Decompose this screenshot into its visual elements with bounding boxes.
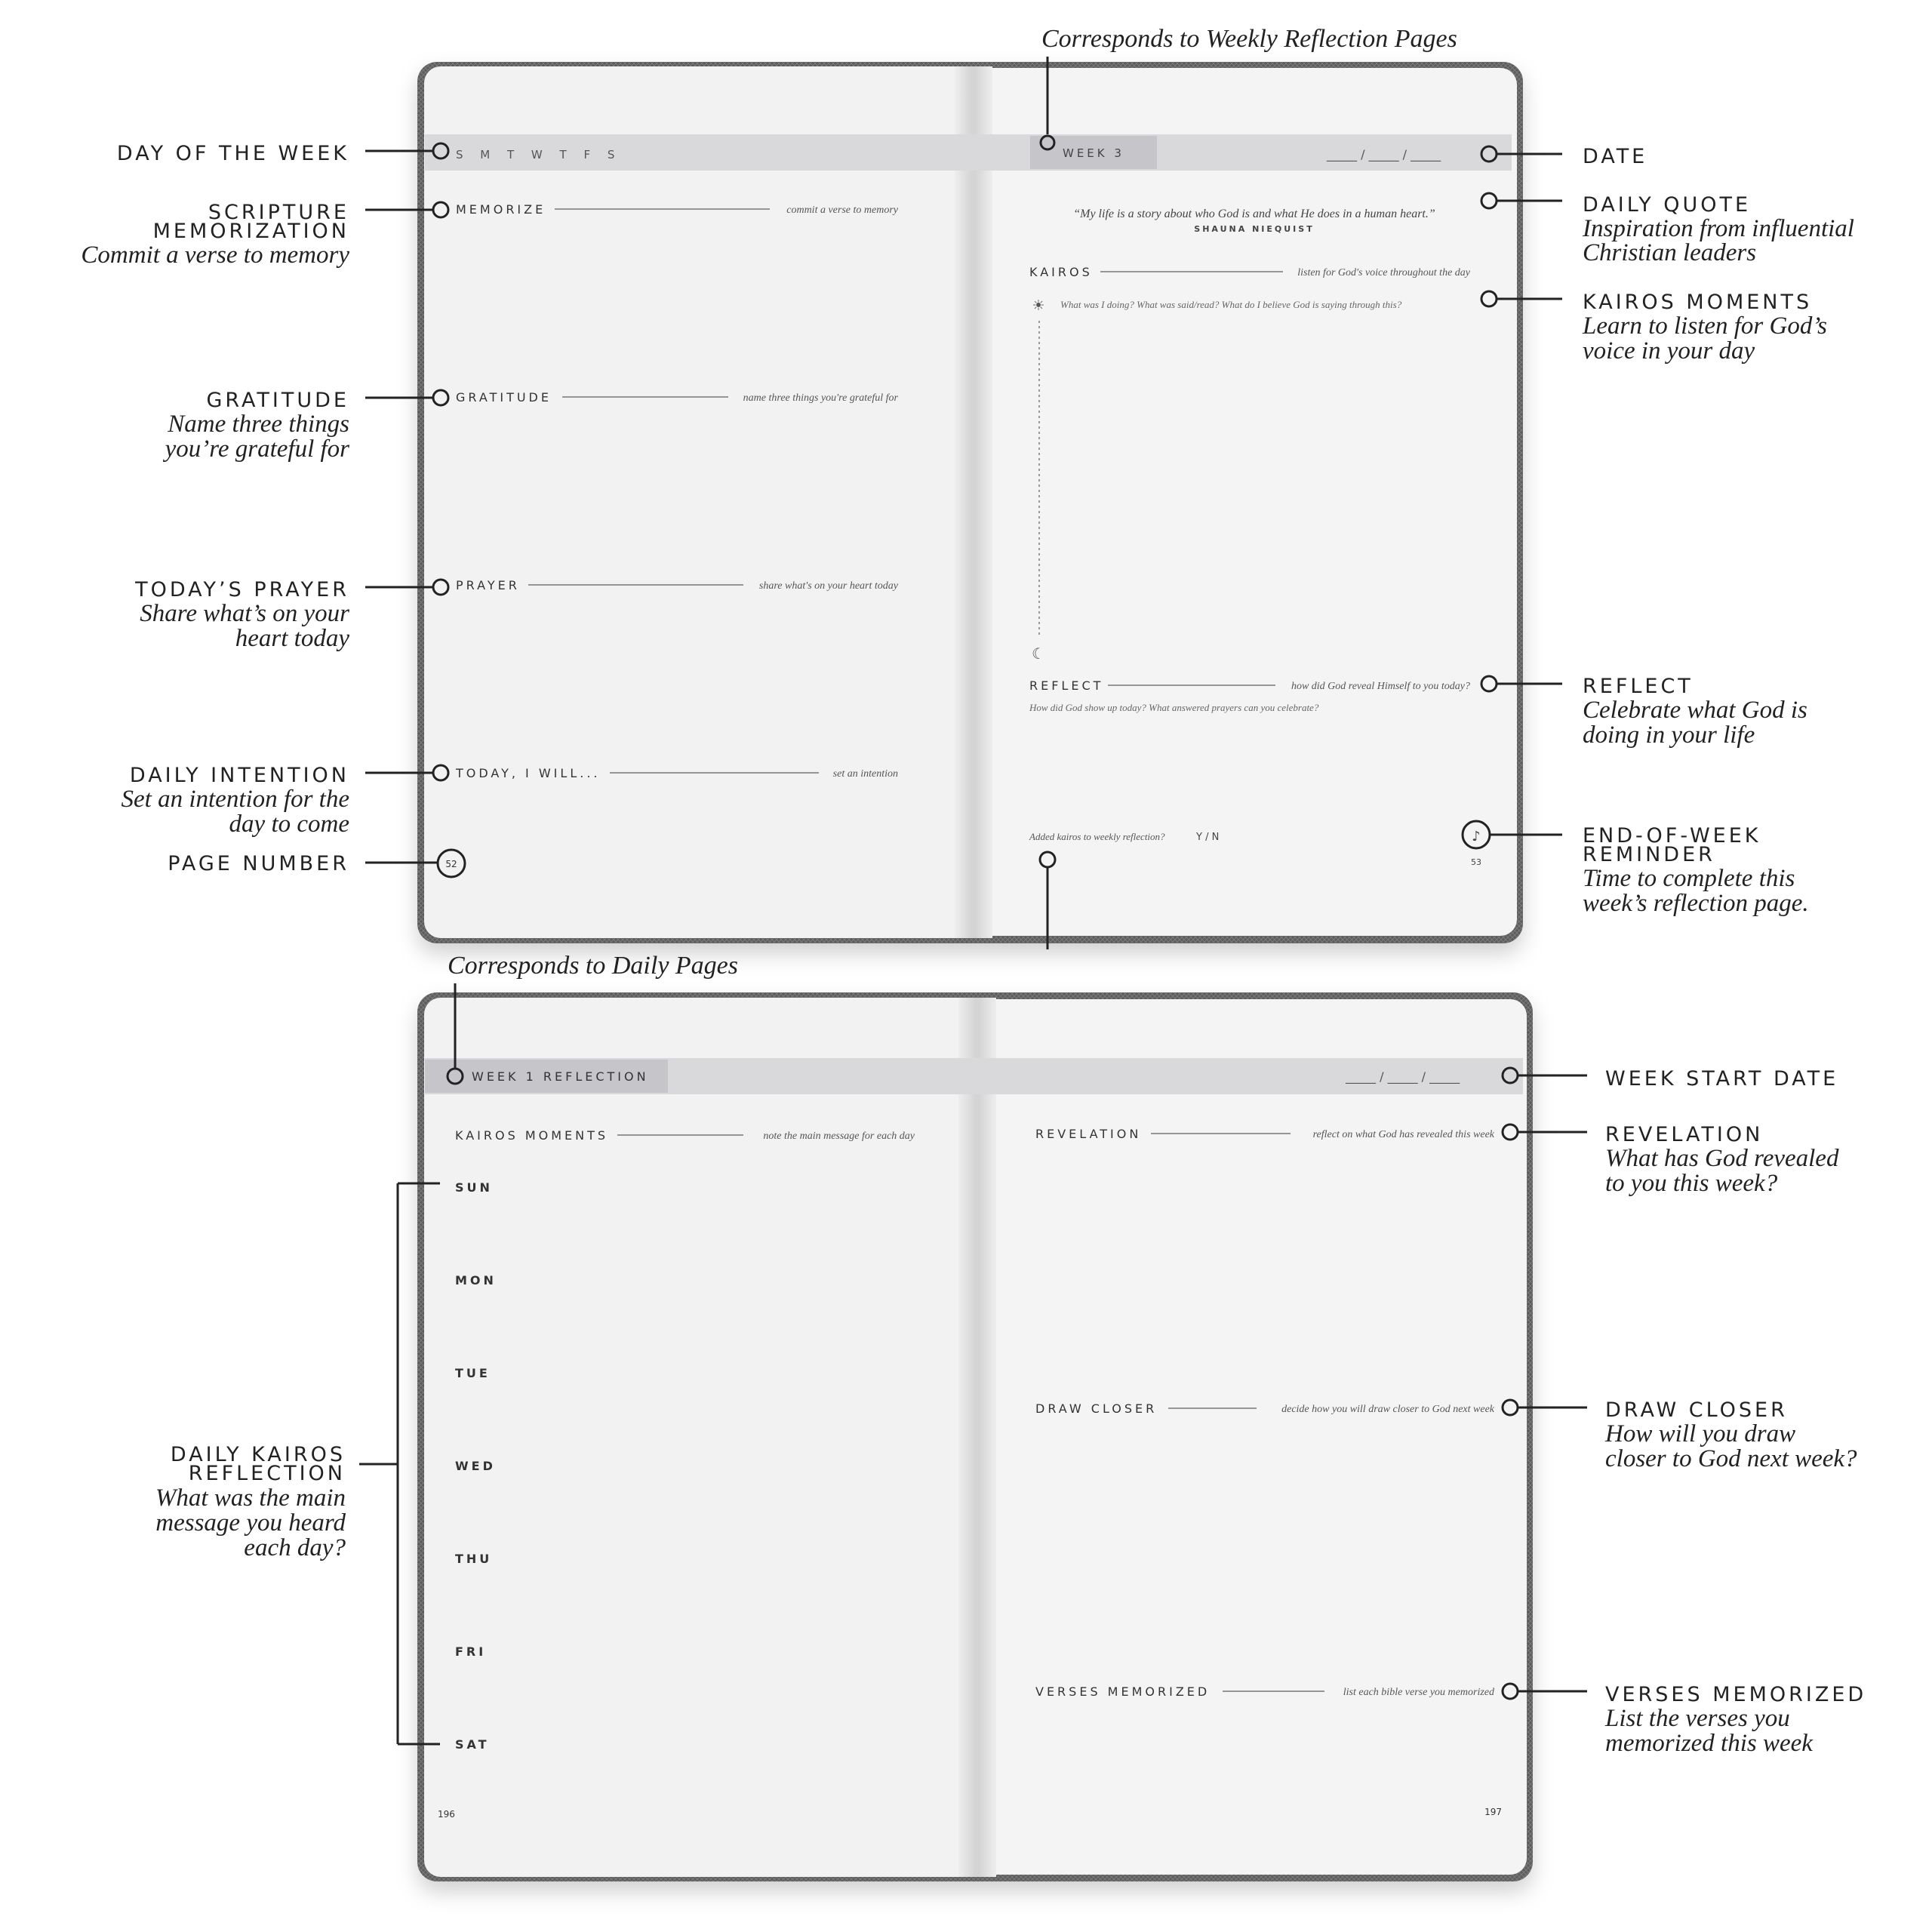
callout-title: REMINDER xyxy=(1583,843,1715,866)
callout-desc: week’s reflection page. xyxy=(1583,890,1809,917)
callout-desc: heart today xyxy=(235,625,349,652)
week-label: WEEK 3 xyxy=(1063,146,1124,160)
callout-desc: What was the main xyxy=(155,1484,346,1512)
verses-memorized-label: VERSES MEMORIZED xyxy=(1035,1684,1211,1699)
top-left-page xyxy=(424,66,974,938)
callout-desc: Christian leaders xyxy=(1583,239,1757,266)
callout-desc: Commit a verse to memory xyxy=(81,242,349,269)
row-hint: set an intention xyxy=(832,768,898,780)
callout-desc: How will you draw xyxy=(1605,1420,1796,1447)
callout-title: VERSES MEMORIZED xyxy=(1605,1683,1867,1706)
callout-title: WEEK START DATE xyxy=(1605,1067,1839,1091)
week-reflection-label: WEEK 1 REFLECTION xyxy=(472,1069,649,1084)
day-label: FRI xyxy=(455,1644,487,1659)
sun-icon: ☀ xyxy=(1032,297,1045,314)
callout-title: TODAY’S PRAYER xyxy=(135,578,349,601)
moon-icon: ☾ xyxy=(1032,645,1045,663)
callout-desc: memorized this week xyxy=(1605,1730,1813,1757)
bottom-book xyxy=(417,992,1533,1881)
reflect-hint: how did God reveal Himself to you today? xyxy=(1291,681,1470,692)
day-label: SUN xyxy=(455,1180,493,1195)
page-number: 196 xyxy=(438,1809,455,1820)
callout-desc: doing in your life xyxy=(1583,721,1755,749)
row-hint: commit a verse to memory xyxy=(786,205,898,216)
revelation-hint: reflect on what God has revealed this week xyxy=(1312,1129,1494,1140)
callout-desc: Celebrate what God is xyxy=(1583,697,1807,724)
row-hint: name three things you're grateful for xyxy=(743,392,898,404)
reflect-prompt: How did God show up today? What answered prayers can you celebrate? xyxy=(1029,702,1319,713)
row-label: MEMORIZE xyxy=(456,202,546,217)
callout-text-left xyxy=(81,142,349,875)
callout-title: REFLECT xyxy=(1583,675,1694,698)
kairos-label: KAIROS xyxy=(1029,265,1093,279)
callout-desc: each day? xyxy=(244,1534,346,1561)
top-gutter xyxy=(955,66,992,938)
callout-title: GRATITUDE xyxy=(206,389,349,412)
row-label: PRAYER xyxy=(456,578,520,592)
row-hint: share what's on your heart today xyxy=(758,580,898,592)
callout-title: DAILY KAIROS xyxy=(170,1443,346,1466)
bottom-headnote: Corresponds to Daily Pages xyxy=(448,952,739,980)
callout-desc: to you this week? xyxy=(1605,1170,1778,1197)
draw-closer-label: DRAW CLOSER xyxy=(1035,1401,1158,1416)
callout-title: SCRIPTURE xyxy=(208,201,349,224)
daily-quote: “My life is a story about who God is and what He does in a human heart.” xyxy=(1073,208,1435,220)
day-label: MON xyxy=(455,1273,497,1287)
callout-desc: Name three things xyxy=(168,411,349,438)
callout-title: DAY OF THE WEEK xyxy=(116,142,349,165)
day-label: TUE xyxy=(455,1366,491,1380)
reminder-icon: ♪ xyxy=(1472,829,1481,844)
date-blanks: _____ / _____ / _____ xyxy=(1327,147,1441,162)
callout-desc: What has God revealed xyxy=(1605,1145,1839,1172)
callout-title: REFLECTION xyxy=(188,1462,346,1485)
verses-memorized-hint: list each bible verse you memorized xyxy=(1343,1687,1494,1698)
yes-no: Y / N xyxy=(1196,832,1220,843)
row-label: TODAY, I WILL... xyxy=(456,766,601,780)
callout-desc: voice in your day xyxy=(1583,337,1755,365)
callout-desc: Set an intention for the xyxy=(121,786,349,813)
day-letters: S M T W T F S xyxy=(456,148,622,162)
callout-desc: you’re grateful for xyxy=(165,435,349,463)
callout-desc: Learn to listen for God’s xyxy=(1583,312,1827,340)
revelation-label: REVELATION xyxy=(1035,1127,1142,1141)
callout-desc: day to come xyxy=(229,811,349,838)
callout-title: DATE xyxy=(1583,145,1648,168)
kairos-moments-label: KAIROS MOMENTS xyxy=(455,1128,609,1143)
date-blanks: _____ / _____ / _____ xyxy=(1346,1069,1460,1084)
callout-title: PAGE NUMBER xyxy=(168,852,349,875)
callout-text-right xyxy=(1582,145,1854,917)
top-headnote: Corresponds to Weekly Reflection Pages xyxy=(1041,25,1457,53)
callout-title: REVELATION xyxy=(1605,1123,1764,1146)
weekly-check: Added kairos to weekly reflection? xyxy=(1029,831,1165,842)
callout-desc: Share what’s on your xyxy=(140,600,349,627)
callout-title: MEMORIZATION xyxy=(152,220,349,243)
page-number: 197 xyxy=(1484,1807,1502,1817)
callout-title: DAILY INTENTION xyxy=(129,764,349,787)
day-label: WED xyxy=(455,1459,496,1473)
kairos-moments-hint: note the main message for each day xyxy=(763,1131,915,1142)
callout-title: KAIROS MOMENTS xyxy=(1583,291,1813,314)
callout-title: END-OF-WEEK xyxy=(1583,824,1761,848)
callout-desc: List the verses you xyxy=(1605,1705,1790,1732)
callout-text-right-bottom xyxy=(1604,1067,1866,1757)
callout-title: DRAW CLOSER xyxy=(1605,1398,1788,1422)
row-label: GRATITUDE xyxy=(456,390,552,405)
callout-desc: message you heard xyxy=(155,1509,346,1537)
callout-title: DAILY QUOTE xyxy=(1583,193,1752,217)
page-number: 53 xyxy=(1471,857,1481,867)
callout-desc: closer to God next week? xyxy=(1605,1445,1857,1472)
draw-closer-hint: decide how you will draw closer to God next week xyxy=(1281,1404,1494,1415)
top-right-page xyxy=(974,68,1517,936)
kairos-hint: listen for God's voice throughout the day xyxy=(1297,267,1470,278)
quote-author: SHAUNA NIEQUIST xyxy=(1194,224,1315,234)
page-number: 52 xyxy=(445,859,457,869)
kairos-prompt: What was I doing? What was said/read? What do I believe God is saying through this? xyxy=(1060,299,1402,310)
callout-desc: Inspiration from influential xyxy=(1583,215,1854,242)
day-label: THU xyxy=(455,1552,493,1566)
bottom-spread xyxy=(155,952,1866,1881)
callout-desc: Time to complete this xyxy=(1583,865,1795,892)
reflect-label: REFLECT xyxy=(1029,678,1104,693)
top-spread xyxy=(81,25,1854,949)
top-book xyxy=(417,62,1523,943)
day-label: SAT xyxy=(455,1737,490,1752)
bottom-gutter xyxy=(958,998,996,1877)
